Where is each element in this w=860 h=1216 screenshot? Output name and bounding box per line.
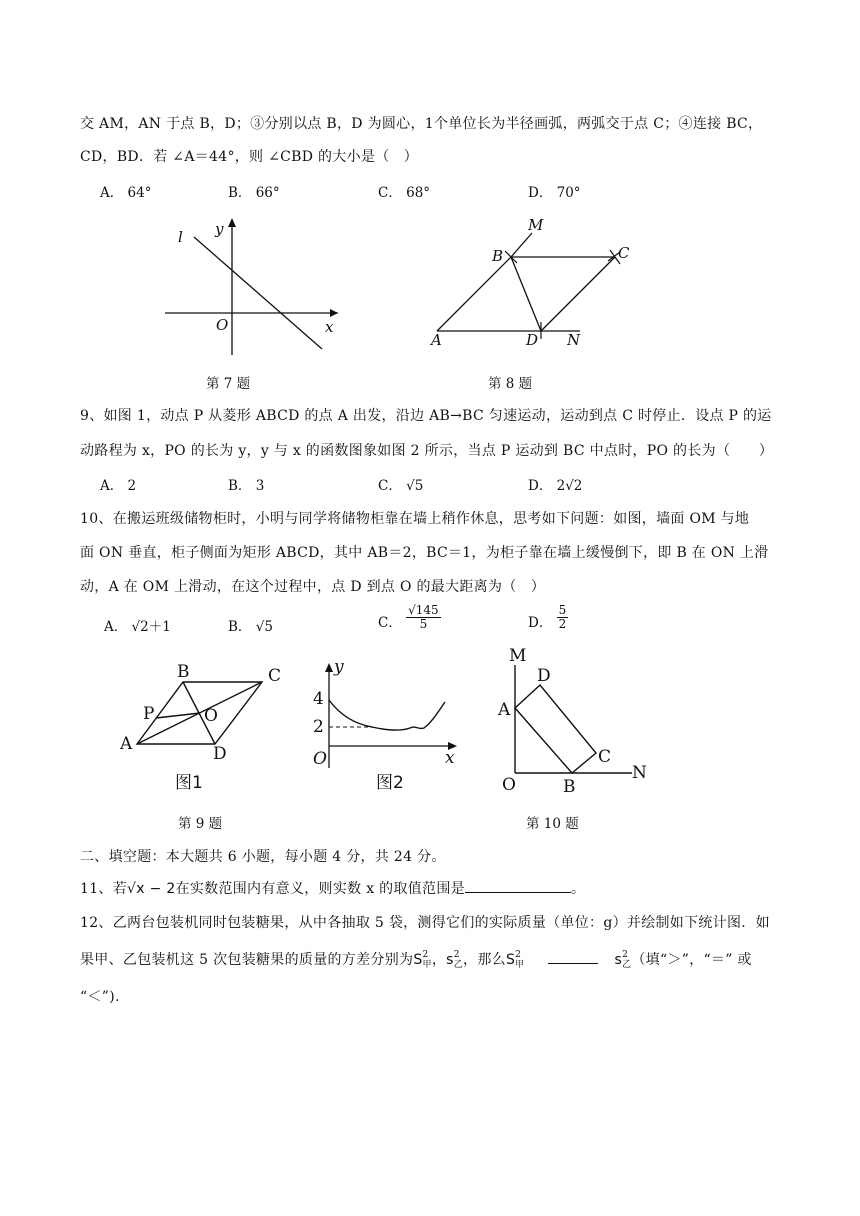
fig9a-label-p: P <box>143 704 155 724</box>
q12-s-jia-2-sub: 甲 <box>515 960 525 970</box>
q12-s-yi-2-sup: 2 <box>622 950 629 960</box>
fig9a-label-c: C <box>268 666 282 686</box>
q8-option-a: A． 64° <box>100 185 152 201</box>
q10-option-d-label: D． <box>528 614 553 631</box>
q12-s-yi: s <box>446 952 454 968</box>
fig10-label-m: M <box>509 646 527 666</box>
q11-end: 。 <box>570 881 586 897</box>
fig10-label-o: O <box>502 775 516 795</box>
q12-line-1: 12、乙两台包装机同时包装糖果，从中各抽取 5 袋，测得它们的实际质量（单位：g）并绘制如下统计图．如 <box>80 915 770 931</box>
q11-prefix: 11、若 <box>80 881 128 897</box>
q9-option-d: D． 2√2 <box>528 478 583 494</box>
fig10-label-b: B <box>563 777 576 797</box>
fig9a-label-o: O <box>204 706 218 726</box>
fig8-label-a: A <box>431 331 442 349</box>
fig8-label-d: D <box>526 331 539 349</box>
fig7-label-l: l <box>178 228 183 246</box>
fig9b-label-4: 4 <box>313 689 324 709</box>
q12-s-yi-2-indices <box>622 950 631 970</box>
q10-line-3: 动，A 在 OM 上滑动，在这个过程中，点 D 到点 O 的最大距离为（ ） <box>80 579 546 595</box>
q10-option-d-numerator: 5 <box>558 603 567 617</box>
fig9b-label-y: y <box>334 657 344 677</box>
fig7-caption: 第 7 题 <box>206 376 251 392</box>
q12-s-jia-2-indices <box>515 950 524 970</box>
q10-option-c-numerator: √145 <box>408 603 439 617</box>
fig7-label-y: y <box>215 220 224 238</box>
q12-line-2 <box>80 949 752 970</box>
fig10-label-a: A <box>498 700 511 720</box>
fig9a-label-a: A <box>120 734 133 754</box>
q10-option-b: B． √5 <box>228 619 273 635</box>
q12-tail: （填“＞”，“＝” 或 <box>631 952 752 968</box>
fig8-label-b: B <box>492 247 504 265</box>
fig9b-label-x: x <box>445 748 455 768</box>
q8-option-c: C． 68° <box>378 185 431 201</box>
fig7-label-x: x <box>325 318 334 336</box>
q11-answer-blank[interactable] <box>465 892 571 893</box>
fig9b-caption: 图2 <box>376 773 404 793</box>
fig10-label-n: N <box>632 763 647 783</box>
q12-mid: ，那么 <box>463 952 506 968</box>
q9-line-2: 动路程为 x，PO 的长为 y，y 与 x 的函数图象如图 2 所示，当点 P 运动到 BC 中点时，PO 的长为（ ） <box>80 443 774 459</box>
q12-line-3: “＜”). <box>80 989 120 1005</box>
fig9-caption: 第 9 题 <box>178 816 223 832</box>
q12-comma: ， <box>431 952 447 968</box>
q12-s-jia: S <box>413 952 423 968</box>
fig9a-label-b: B <box>177 662 190 682</box>
q8-line-1: 交 AM，AN 于点 B，D；③分别以点 B，D 为圆心，1个单位长为半径画弧，两弧交于点 C；④连接 BC， <box>80 116 763 132</box>
q12-s-yi-sub: 乙 <box>453 960 464 970</box>
fig10-label-c: C <box>598 747 612 767</box>
q8-option-d: D． 70° <box>528 185 581 201</box>
q10-line-2: 面 ON 垂直，柜子侧面为矩形 ABCD，其中 AB＝2，BC＝1，为柜子靠在墙上缓慢倒下，即 B 在 ON 上滑 <box>80 545 769 561</box>
q10-line-1: 10、在搬运班级储物柜时，小明与同学将储物柜靠在墙上稍作休息，思考如下问题：如图，墙面 OM 与地 <box>80 511 750 527</box>
q12-s-jia-2-sup: 2 <box>515 950 522 960</box>
q12-line-2-text: 果甲、乙包装机这 5 次包装糖果的质量的方差分别为 <box>80 952 414 968</box>
fig9b-label-o: O <box>313 749 327 769</box>
q10-option-a: A． √2＋1 <box>104 619 171 635</box>
q12-s-yi-2: s <box>614 952 623 968</box>
fig8-label-m: M <box>528 216 544 234</box>
section-2-heading: 二、填空题：本大题共 6 小题，每小题 4 分，共 24 分。 <box>80 849 446 865</box>
q10-option-c-label: C． <box>378 614 402 631</box>
q10-option-c-denominator: 5 <box>419 617 428 631</box>
q11-suffix: 在实数范围内有意义，则实数 x 的取值范围是 <box>175 881 465 897</box>
fig7-label-o: O <box>216 316 229 334</box>
fig8-label-n: N <box>567 331 581 349</box>
q9-option-c: C． √5 <box>378 478 424 494</box>
q12-answer-blank[interactable] <box>548 963 598 964</box>
q11-line <box>80 878 585 898</box>
q12-s-yi-2-sub: 乙 <box>622 960 632 970</box>
q9-line-1: 9、如图 1，动点 P 从菱形 ABCD 的点 A 出发，沿边 AB→BC 匀速运动，运动到点 C 时停止．设点 P 的运 <box>80 408 772 424</box>
q9-option-b: B． 3 <box>228 478 265 494</box>
q12-s-jia-2: S <box>505 952 516 968</box>
q8-line-2: CD，BD．若 ∠A＝44°，则 ∠CBD 的大小是（ ） <box>80 149 419 165</box>
q11-expression: √x − 2 <box>127 881 176 897</box>
fig9a-label-d: D <box>213 744 227 764</box>
fig10-caption: 第 10 题 <box>526 816 579 832</box>
fig8-label-c: C <box>618 244 630 262</box>
fig9a-caption: 图1 <box>175 773 203 793</box>
q8-option-b: B． 66° <box>228 185 280 201</box>
fig10-label-d: D <box>537 666 551 686</box>
q12-s-yi-sup: 2 <box>453 950 460 960</box>
q12-s-jia-sup: 2 <box>422 950 429 960</box>
q10-option-d-denominator: 2 <box>558 617 567 631</box>
q12-s-yi-indices <box>454 950 463 970</box>
q12-s-jia-indices <box>423 950 432 970</box>
fig8-caption: 第 8 题 <box>488 376 533 392</box>
fig9b-label-2: 2 <box>313 717 324 737</box>
q12-s-jia-sub: 甲 <box>422 960 432 970</box>
q9-option-a: A． 2 <box>100 478 137 494</box>
